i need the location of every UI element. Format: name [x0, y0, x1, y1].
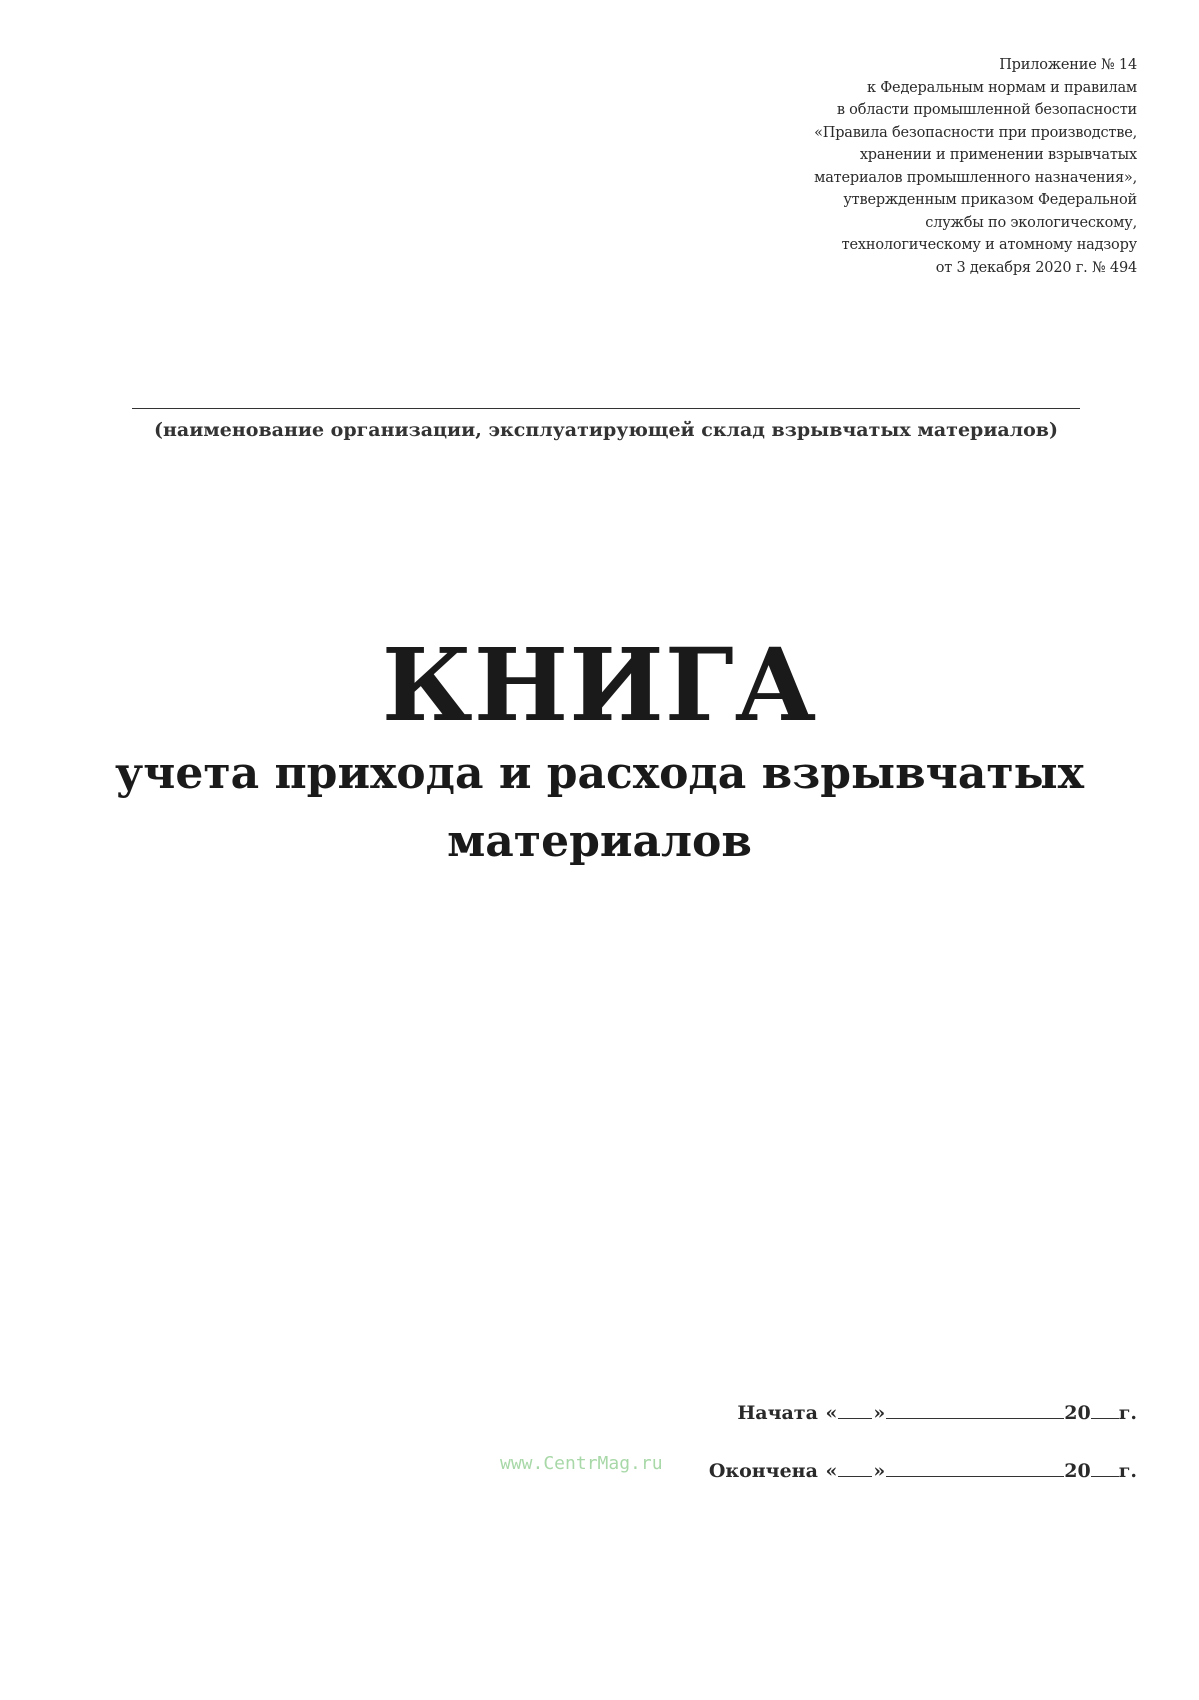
started-year-field[interactable] — [1091, 1400, 1119, 1419]
close-quote: » — [873, 1460, 886, 1482]
started-label: Начата — [737, 1402, 818, 1424]
organization-name-line[interactable] — [132, 408, 1080, 409]
finished-day-field[interactable] — [838, 1458, 872, 1477]
book-title: КНИГА — [381, 626, 818, 744]
watermark: www.CentrMag.ru — [500, 1453, 663, 1474]
book-subtitle — [0, 740, 1199, 876]
book-subtitle-line2: материалов — [447, 816, 752, 867]
organization-caption: (наименование организации, эксплуатирующей склад взрывчатых материалов) — [153, 419, 1058, 441]
finished-date-row — [577, 1458, 1137, 1486]
dates-block — [577, 1400, 1137, 1486]
appendix-line: Приложение № 14 — [999, 57, 1137, 73]
appendix-line: от 3 декабря 2020 г. № 494 — [935, 259, 1137, 276]
century-label: 20 — [1064, 1460, 1091, 1482]
close-quote: » — [873, 1402, 886, 1424]
finished-label: Окончена — [708, 1460, 818, 1482]
appendix-line: хранении и применении взрывчатых — [859, 147, 1137, 163]
finished-month-field[interactable] — [886, 1458, 1064, 1477]
year-suffix: г. — [1118, 1460, 1137, 1482]
finished-year-field[interactable] — [1091, 1458, 1119, 1477]
started-date-row — [577, 1400, 1137, 1428]
appendix-line: материалов промышленного назначения», — [814, 169, 1137, 186]
appendix-line: в области промышленной безопасности — [836, 102, 1137, 118]
started-day-field[interactable] — [838, 1400, 872, 1419]
open-quote: « — [825, 1402, 838, 1424]
book-subtitle-line1: учета прихода и расхода взрывчатых — [115, 748, 1084, 799]
started-month-field[interactable] — [886, 1400, 1064, 1419]
appendix-line: утвержденным приказом Федеральной — [843, 192, 1137, 208]
organization-field — [132, 408, 1080, 441]
appendix-reference — [717, 54, 1137, 279]
appendix-line: службы по экологическому, — [925, 214, 1137, 231]
title-block — [0, 626, 1199, 876]
year-suffix: г. — [1118, 1402, 1137, 1424]
appendix-line: технологическому и атомному надзору — [841, 237, 1137, 253]
open-quote: « — [825, 1460, 838, 1482]
appendix-line: «Правила безопасности при производстве, — [814, 124, 1137, 141]
century-label: 20 — [1064, 1402, 1091, 1424]
appendix-line: к Федеральным нормам и правилам — [866, 79, 1137, 96]
